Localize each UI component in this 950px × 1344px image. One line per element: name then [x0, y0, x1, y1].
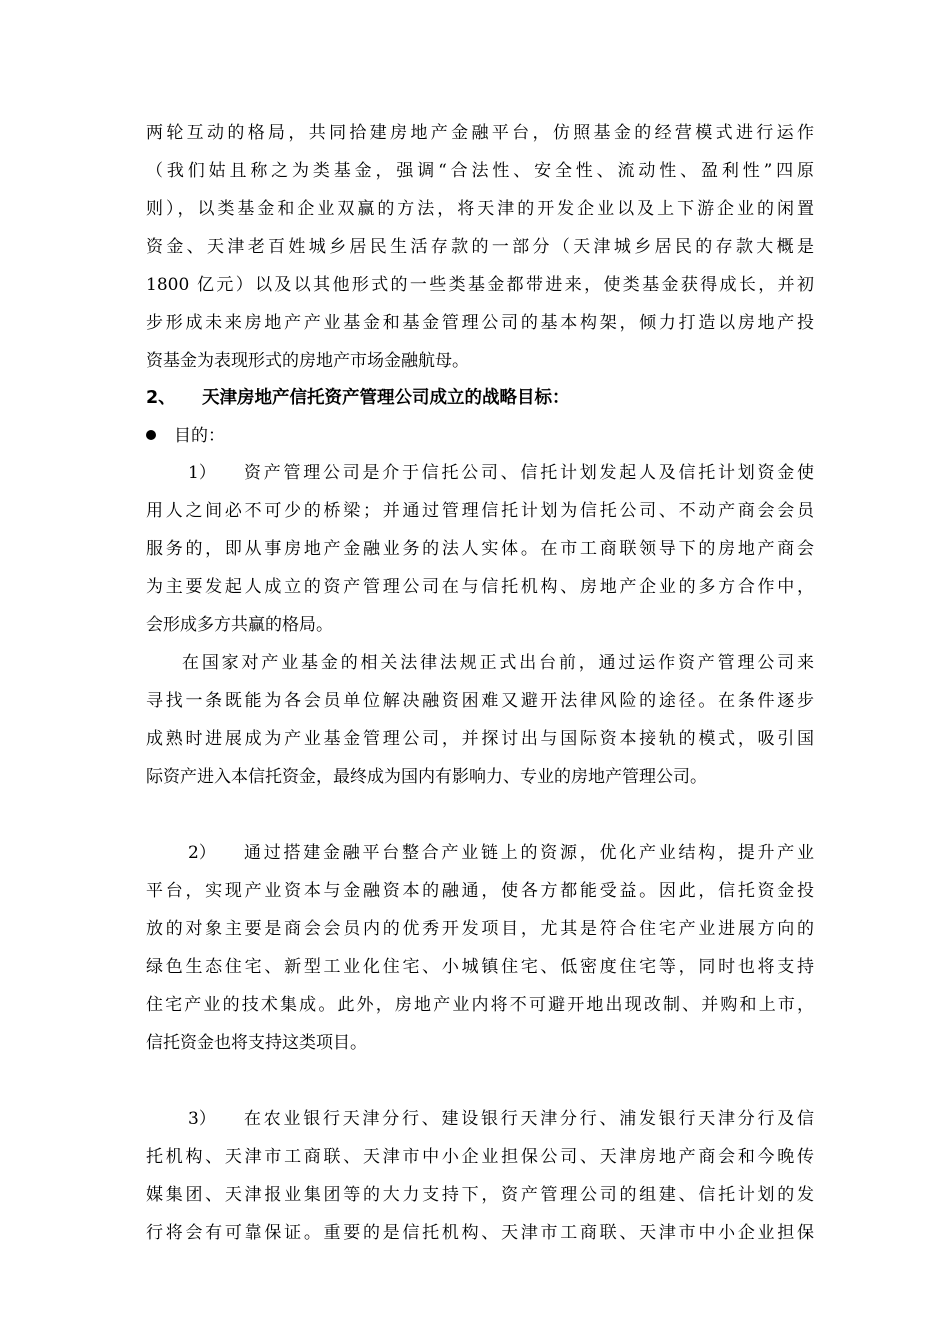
bullet-item: [146, 424, 225, 448]
text-line: 为主要发起人成立的资产管理公司在与信托机构、房地产企业的多方合作中，: [146, 577, 814, 597]
section-heading: [146, 386, 570, 410]
text-line: 则），以类基金和企业双赢的方法，将天津的开发企业以及上下游企业的闲置: [146, 199, 814, 219]
text-line: 住宅产业的技术集成。此外，房地产业内将不可避开地出现改制、并购和上市，: [146, 995, 814, 1015]
text-line: 寻找一条既能为各会员单位解决融资困难又避开法律风险的途径。在条件逐步: [146, 691, 814, 711]
text-line: 在农业银行天津分行、建设银行天津分行、浦发银行天津分行及信: [244, 1109, 814, 1129]
text-line: 两轮互动的格局，共同拾建房地产金融平台，仿照基金的经营模式进行运作: [146, 123, 814, 143]
text-line: 会形成多方共赢的格局。: [146, 615, 333, 635]
text-line: 成熟时进展成为产业基金管理公司，并探讨出与国际资本接轨的模式，吸引国: [146, 729, 814, 749]
section-title: 天津房地产信托资产管理公司成立的战略目标：: [202, 388, 570, 408]
item-number: 3）: [188, 1109, 216, 1129]
text-line: 托机构、天津市工商联、天津市中小企业担保公司、天津房地产商会和今晚传: [146, 1147, 814, 1167]
text-line: 1800 亿元）以及以其他形式的一些类基金都带进来，使类基金获得成长，并初: [146, 275, 814, 295]
text-line: 用人之间必不可少的桥梁；并通过管理信托计划为信托公司、不动产商会会员: [146, 501, 814, 521]
text-line: 信托资金也将支持这类项目。: [146, 1033, 367, 1053]
text-line: 际资产进入本信托资金，最终成为国内有影响力、专业的房地产管理公司。: [146, 767, 707, 787]
bullet-dot-icon: [146, 430, 156, 440]
text-line: 媒集团、天津报业集团等的大力支持下，资产管理公司的组建、信托计划的发: [146, 1185, 814, 1205]
text-line: 资产管理公司是介于信托公司、信托计划发起人及信托计划资金使: [244, 463, 814, 483]
bullet-label: 目的：: [174, 426, 225, 446]
text-line: 步形成未来房地产产业基金和基金管理公司的基本构架，倾力打造以房地产投: [146, 313, 814, 333]
text-line: 资基金为表现形式的房地产市场金融航母。: [146, 351, 469, 371]
text-line: 放的对象主要是商会会员内的优秀开发项目，尤其是符合住宅产业进展方向的: [146, 919, 814, 939]
item-number: 1）: [188, 463, 216, 483]
item-number: 2）: [188, 843, 216, 863]
text-line: 资金、天津老百姓城乡居民生活存款的一部分（天津城乡居民的存款大概是: [146, 237, 814, 257]
section-number: 2、: [146, 388, 176, 408]
text-line: 绿色生态住宅、新型工业化住宅、小城镇住宅、低密度住宅等，同时也将支持: [146, 957, 814, 977]
text-line: （我们姑且称之为类基金，强调“合法性、安全性、流动性、盈利性”四原: [146, 161, 814, 181]
text-line: 平台，实现产业资本与金融资本的融通，使各方都能受益。因此，信托资金投: [146, 881, 814, 901]
text-line: 服务的，即从事房地产金融业务的法人实体。在市工商联领导下的房地产商会: [146, 539, 814, 559]
text-line: 行将会有可靠保证。重要的是信托机构、天津市工商联、天津市中小企业担保: [146, 1223, 814, 1243]
text-line: 通过搭建金融平台整合产业链上的资源，优化产业结构，提升产业: [244, 843, 814, 863]
text-line: 在国家对产业基金的相关法律法规正式出台前，通过运作资产管理公司来: [182, 653, 814, 673]
